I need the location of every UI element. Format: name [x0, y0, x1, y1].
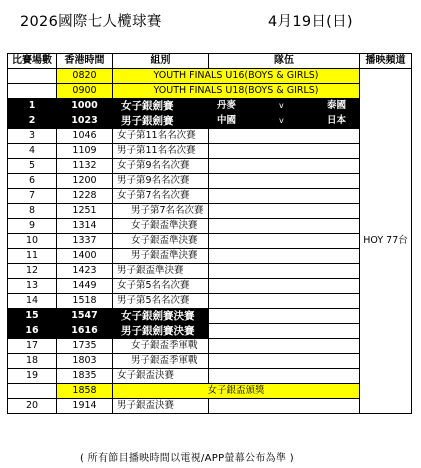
schedule-row	[8, 324, 412, 339]
match-cell	[113, 99, 360, 114]
event-description: YOUTH FINALS U16(BOYS & GIRLS)	[113, 69, 360, 84]
teams-cell	[209, 369, 360, 384]
match-time: 1518	[57, 294, 113, 309]
teams-cell	[209, 234, 360, 249]
match-group	[113, 189, 209, 204]
schedule-row	[8, 369, 412, 384]
schedule-row	[8, 234, 412, 249]
group-label: 男子第9名名次賽	[117, 175, 190, 186]
match-number: 1	[8, 99, 57, 114]
schedule-row	[8, 84, 412, 99]
match-number: 12	[8, 264, 57, 279]
match-time: 0900	[57, 84, 113, 99]
versus-label: v	[279, 116, 284, 125]
match-time: 1914	[57, 399, 113, 414]
team-away: 泰國	[327, 100, 347, 111]
match-number: 4	[8, 144, 57, 159]
team-home: 中國	[217, 115, 237, 126]
schedule-row	[8, 189, 412, 204]
match-group	[113, 339, 209, 354]
match-number: 2	[8, 114, 57, 129]
match-group	[113, 174, 209, 189]
match-number: 11	[8, 249, 57, 264]
match-time: 1449	[57, 279, 113, 294]
group-label: 女子第7名名次賽	[117, 190, 190, 201]
match-number: 9	[8, 219, 57, 234]
event-description: 女子銀盃頒獎	[113, 384, 360, 399]
schedule-row	[8, 174, 412, 189]
header-match-no: 比賽場數	[8, 54, 57, 69]
group-label: 男子銀盃準決賽	[131, 250, 198, 261]
team-away: 日本	[327, 115, 347, 126]
teams-cell	[209, 189, 360, 204]
group-label: 男子第7名名次賽	[131, 205, 204, 216]
match-group	[113, 354, 209, 369]
match-time: 0820	[57, 69, 113, 84]
match-number	[8, 384, 57, 399]
match-time: 1547	[57, 309, 113, 324]
schedule-row	[8, 129, 412, 144]
match-time: 1835	[57, 369, 113, 384]
match-time: 1314	[57, 219, 113, 234]
group-label: 女子銀盃準決賽	[131, 220, 198, 231]
match-group	[113, 234, 209, 249]
match-time: 1400	[57, 249, 113, 264]
schedule-row	[8, 159, 412, 174]
match-group	[113, 129, 209, 144]
group-label: 男子銀盃季軍戰	[131, 355, 198, 366]
versus-label: v	[279, 101, 284, 110]
footnote: ( 所有節目播映時間以電視/APP螢幕公布為準 )	[80, 453, 294, 464]
schedule-row	[8, 219, 412, 234]
match-time: 1803	[57, 354, 113, 369]
match-group	[113, 369, 209, 384]
match-time: 1023	[57, 114, 113, 129]
schedule-row	[8, 294, 412, 309]
teams-cell	[209, 204, 360, 219]
match-group	[113, 294, 209, 309]
teams-cell	[209, 399, 360, 414]
match-group	[113, 219, 209, 234]
header-teams: 隊伍	[209, 54, 360, 69]
schedule-row	[8, 249, 412, 264]
match-number: 18	[8, 354, 57, 369]
match-number: 7	[8, 189, 57, 204]
teams-cell	[209, 294, 360, 309]
match-group	[113, 264, 209, 279]
teams-cell	[209, 174, 360, 189]
match-time: 1858	[57, 384, 113, 399]
match-group	[113, 144, 209, 159]
group-label: 女子第5名名次賽	[117, 280, 190, 291]
match-time: 1109	[57, 144, 113, 159]
table-header-row	[8, 54, 412, 69]
page-title: 2026國際七人欖球賽	[20, 14, 162, 30]
match-number: 8	[8, 204, 57, 219]
teams-cell	[209, 219, 360, 234]
match-time: 1251	[57, 204, 113, 219]
match-number: 15	[8, 309, 57, 324]
schedule-row	[8, 114, 412, 129]
group-label: 女子銀劍賽決賽	[121, 310, 195, 322]
event-date: 4月19日(日)	[268, 14, 353, 30]
group-label: 女子銀盃決賽	[117, 370, 175, 381]
group-label: 女子銀盃準決賽	[131, 235, 198, 246]
match-group: 女子銀劍賽	[121, 100, 174, 112]
teams-cell	[209, 354, 360, 369]
match-time: 1228	[57, 189, 113, 204]
match-time: 1735	[57, 339, 113, 354]
group-label: 女子銀盃季軍戰	[131, 340, 198, 351]
match-group: 男子銀劍賽	[121, 115, 174, 127]
teams-cell	[209, 159, 360, 174]
match-number	[8, 84, 57, 99]
header-channel: 播映頻道	[360, 54, 412, 69]
group-label: 男子銀劍賽決賽	[121, 325, 195, 337]
schedule-row	[8, 399, 412, 414]
match-number: 17	[8, 339, 57, 354]
match-number: 14	[8, 294, 57, 309]
schedule-row	[8, 384, 412, 399]
match-group	[113, 309, 209, 324]
group-label: 男子銀盃決賽	[117, 400, 175, 411]
match-group	[113, 249, 209, 264]
match-number: 10	[8, 234, 57, 249]
group-label: 女子第9名名次賽	[117, 160, 190, 171]
header-group: 組別	[113, 54, 209, 69]
group-label: 男子第11名名次賽	[117, 145, 196, 156]
team-home: 丹麥	[217, 100, 237, 111]
schedule-row	[8, 264, 412, 279]
event-description: YOUTH FINALS U18(BOYS & GIRLS)	[113, 84, 360, 99]
schedule-row	[8, 69, 412, 84]
match-number: 19	[8, 369, 57, 384]
match-number: 3	[8, 129, 57, 144]
teams-cell	[209, 324, 360, 339]
match-number: 6	[8, 174, 57, 189]
match-cell	[113, 114, 360, 129]
schedule-row	[8, 99, 412, 114]
teams-cell	[209, 144, 360, 159]
group-label: 女子第11名名次賽	[117, 130, 196, 141]
match-group	[113, 159, 209, 174]
match-group	[113, 399, 209, 414]
match-number: 16	[8, 324, 57, 339]
match-time: 1000	[57, 99, 113, 114]
teams-cell	[209, 249, 360, 264]
teams-cell	[209, 339, 360, 354]
match-number: 20	[8, 399, 57, 414]
match-number	[8, 69, 57, 84]
schedule-row	[8, 279, 412, 294]
match-time: 1337	[57, 234, 113, 249]
match-time: 1423	[57, 264, 113, 279]
schedule-row	[8, 339, 412, 354]
match-group	[113, 279, 209, 294]
group-label: 男子第5名名次賽	[117, 295, 190, 306]
match-time: 1616	[57, 324, 113, 339]
broadcast-channel: HOY 77台	[360, 69, 412, 414]
header-hk-time: 香港時間	[57, 54, 113, 69]
match-time: 1132	[57, 159, 113, 174]
teams-cell	[209, 309, 360, 324]
schedule-row	[8, 144, 412, 159]
match-time: 1046	[57, 129, 113, 144]
group-label: 男子銀盃準決賽	[117, 265, 184, 276]
match-group	[113, 324, 209, 339]
schedule-row	[8, 354, 412, 369]
match-time: 1200	[57, 174, 113, 189]
schedule-row	[8, 309, 412, 324]
teams-cell	[209, 279, 360, 294]
teams-cell	[209, 129, 360, 144]
teams-cell	[209, 264, 360, 279]
match-group	[113, 204, 209, 219]
match-number: 13	[8, 279, 57, 294]
schedule-table	[7, 53, 412, 414]
match-number: 5	[8, 159, 57, 174]
schedule-row	[8, 204, 412, 219]
